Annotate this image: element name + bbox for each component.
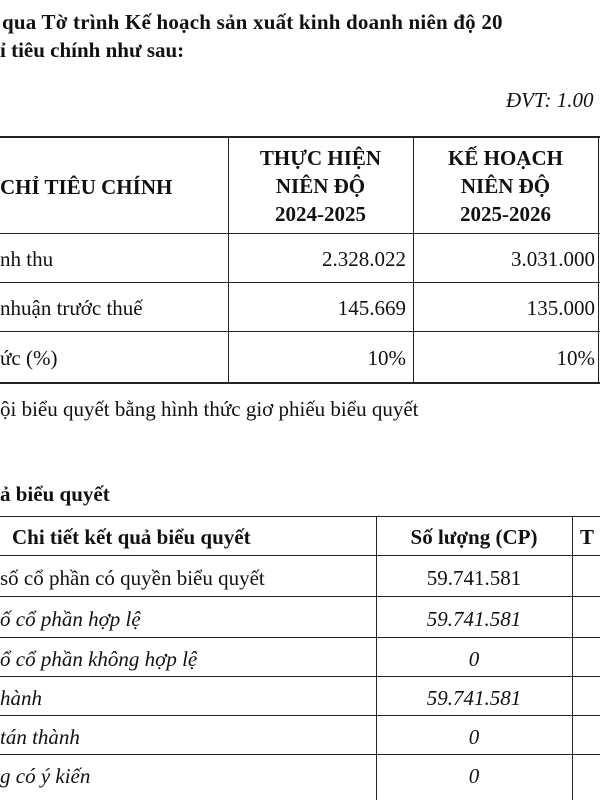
row-dividend-actual: 10% bbox=[367, 346, 406, 370]
header-vote-detail: Chi tiết kết quả biểu quyết bbox=[12, 525, 251, 549]
header-plan-line-1: KẾ HOẠCH bbox=[448, 146, 563, 170]
vote-results-title: ả biểu quyết bbox=[0, 482, 110, 506]
row-profit-plan: 135.000 bbox=[526, 296, 595, 320]
vote-method-text: ội biểu quyết bằng hình thức giơ phiếu biểu quyết bbox=[0, 397, 419, 421]
header-actual-line-2: NIÊN ĐỘ bbox=[275, 174, 366, 198]
row-approve-qty: 59.741.581 bbox=[426, 686, 522, 710]
row-no-opinion-label: g có ý kiến bbox=[0, 764, 91, 788]
row-invalid-shares-qty: 0 bbox=[468, 647, 480, 671]
header-main-indicators: CHỈ TIÊU CHÍNH bbox=[0, 175, 173, 199]
row-revenue-plan: 3.031.000 bbox=[511, 247, 595, 271]
header-ratio-partial: T bbox=[580, 525, 595, 549]
row-invalid-shares-label: ổ cổ phần không hợp lệ bbox=[0, 647, 198, 671]
row-valid-shares-label: ố cổ phần hợp lệ bbox=[0, 607, 141, 631]
row-dividend-label: ức (%) bbox=[0, 346, 58, 370]
row-voting-shares-label: số cổ phần có quyền biểu quyết bbox=[0, 566, 265, 590]
row-disapprove-label: tán thành bbox=[0, 725, 80, 749]
row-voting-shares-qty: 59.741.581 bbox=[426, 566, 522, 590]
header-plan-line-3: 2025-2026 bbox=[460, 202, 551, 226]
row-disapprove-qty: 0 bbox=[468, 725, 480, 749]
row-revenue-label: nh thu bbox=[0, 247, 54, 271]
row-profit-actual: 145.669 bbox=[337, 296, 406, 320]
unit-label: ĐVT: 1.00 bbox=[506, 88, 594, 112]
header-plan-line-2: NIÊN ĐỘ bbox=[460, 174, 551, 198]
row-revenue-actual: 2.328.022 bbox=[322, 247, 406, 271]
row-dividend-plan: 10% bbox=[556, 346, 595, 370]
header-actual-line-1: THỰC HIỆN bbox=[259, 146, 382, 170]
row-profit-label: nhuận trước thuế bbox=[0, 296, 143, 320]
row-valid-shares-qty: 59.741.581 bbox=[426, 607, 522, 631]
header-actual-line-3: 2024-2025 bbox=[275, 202, 366, 226]
row-approve-label: hành bbox=[0, 686, 42, 710]
intro-line-1: qua Tờ trình Kế hoạch sản xuất kinh doanh niên độ 20 bbox=[2, 10, 503, 34]
intro-line-2: ỉ tiêu chính như sau: bbox=[0, 38, 185, 62]
header-quantity: Số lượng (CP) bbox=[410, 525, 538, 549]
row-no-opinion-qty: 0 bbox=[468, 764, 480, 788]
